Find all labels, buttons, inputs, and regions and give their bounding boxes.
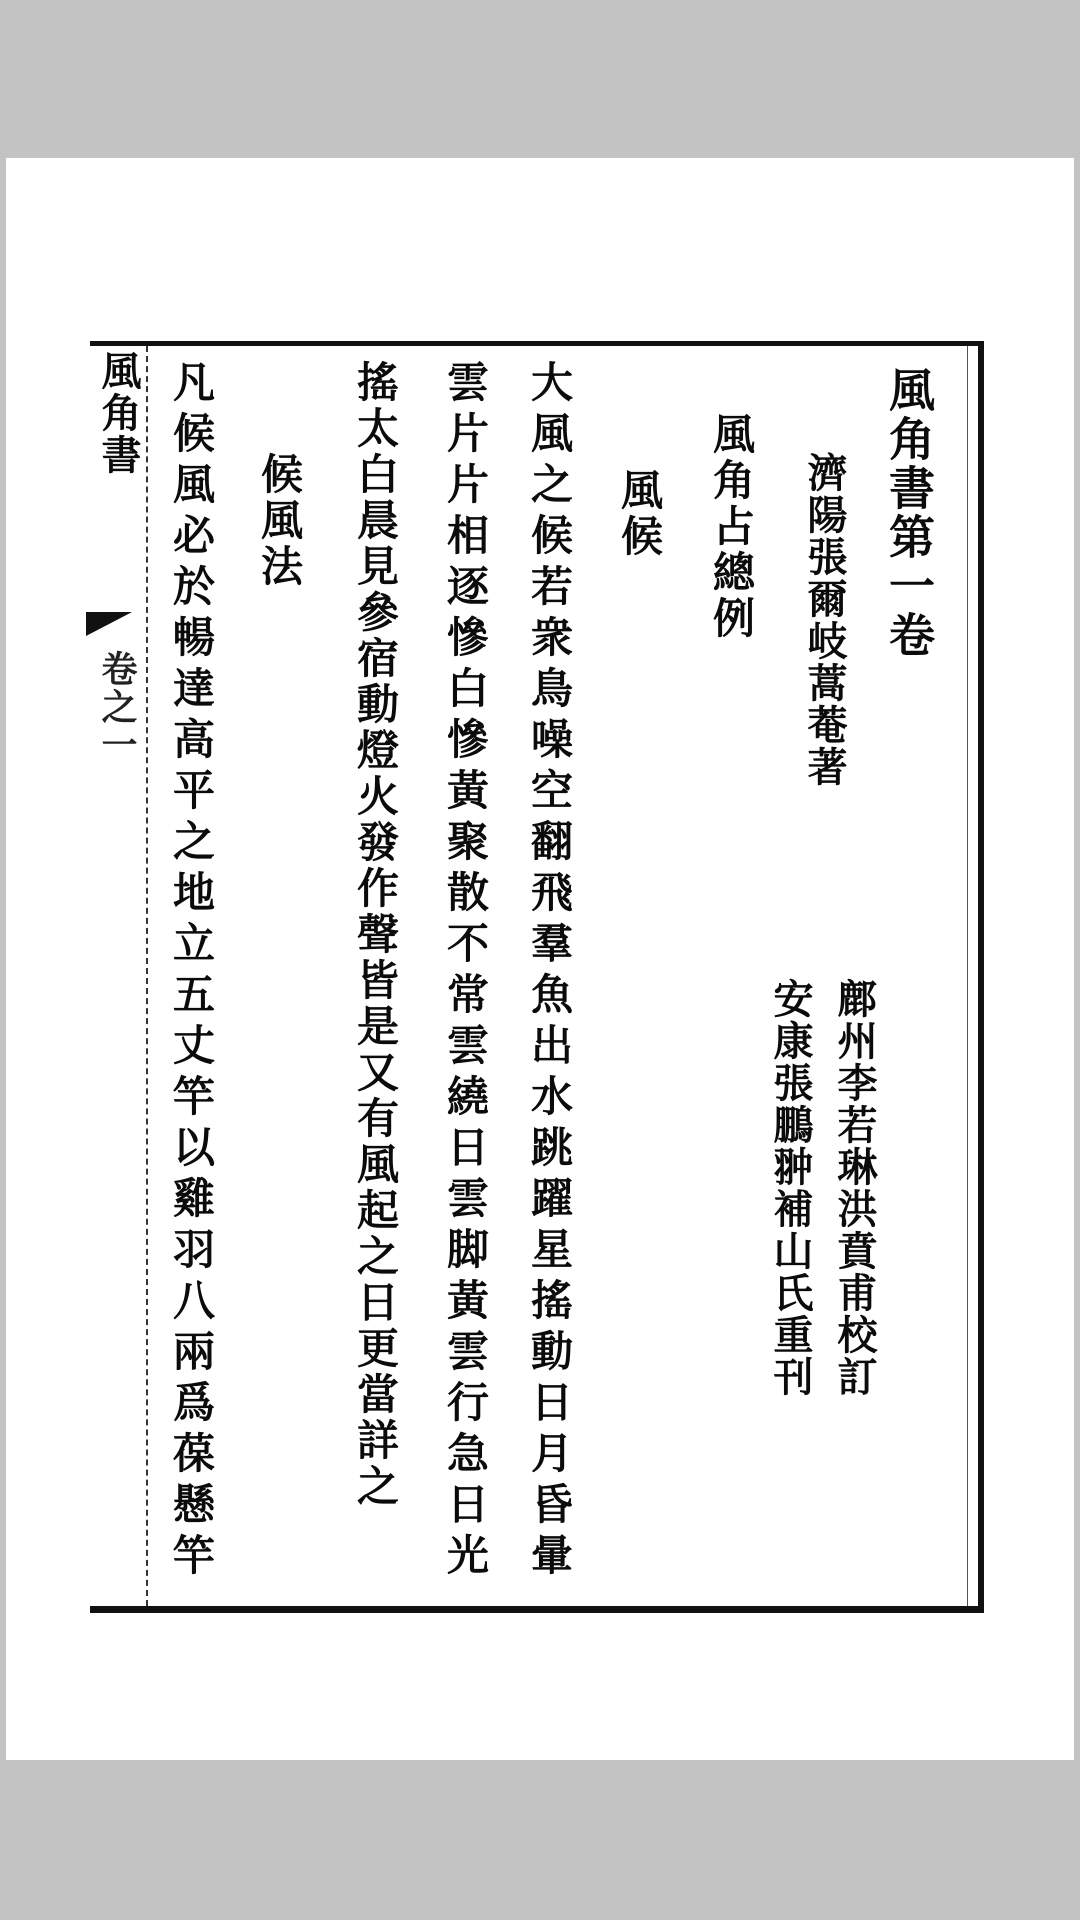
body-column-1: 大風之候若衆鳥噪空翻飛羣魚出水跳躍星搖動日月昏暈 <box>525 360 574 1584</box>
proofreader-line-1: 鄜州李若琳洪賁甫校訂 <box>831 978 878 1398</box>
body-column-4: 凡候風必於暢達高平之地立五丈竿以雞羽八兩爲葆懸竿 <box>167 360 216 1584</box>
margin-title: 風角書 <box>95 350 142 476</box>
body-column-3: 搖太白晨見參宿動燈火發作聲皆是又有風起之日更當詳之 <box>351 360 400 1510</box>
section-title-houfengfa: 候風法 <box>255 452 304 590</box>
body-column-2: 雲片片相逐慘白慘黃聚散不常雲繞日雲脚黃雲行急日光 <box>441 360 490 1584</box>
chapter-title: 風角占總例 <box>707 412 756 642</box>
margin-volume: 卷之一 <box>96 650 138 764</box>
margin-rule <box>146 346 148 1606</box>
fishtail-mark <box>86 612 132 636</box>
section-title-fenghou: 風候 <box>615 468 664 560</box>
inner-rule <box>967 346 968 1606</box>
book-title: 風角書第一卷 <box>882 366 936 660</box>
proofreader-line-2: 安康張鵬翀補山氏重刊 <box>767 978 814 1398</box>
author-line: 濟陽張爾岐蒿菴著 <box>801 452 848 788</box>
